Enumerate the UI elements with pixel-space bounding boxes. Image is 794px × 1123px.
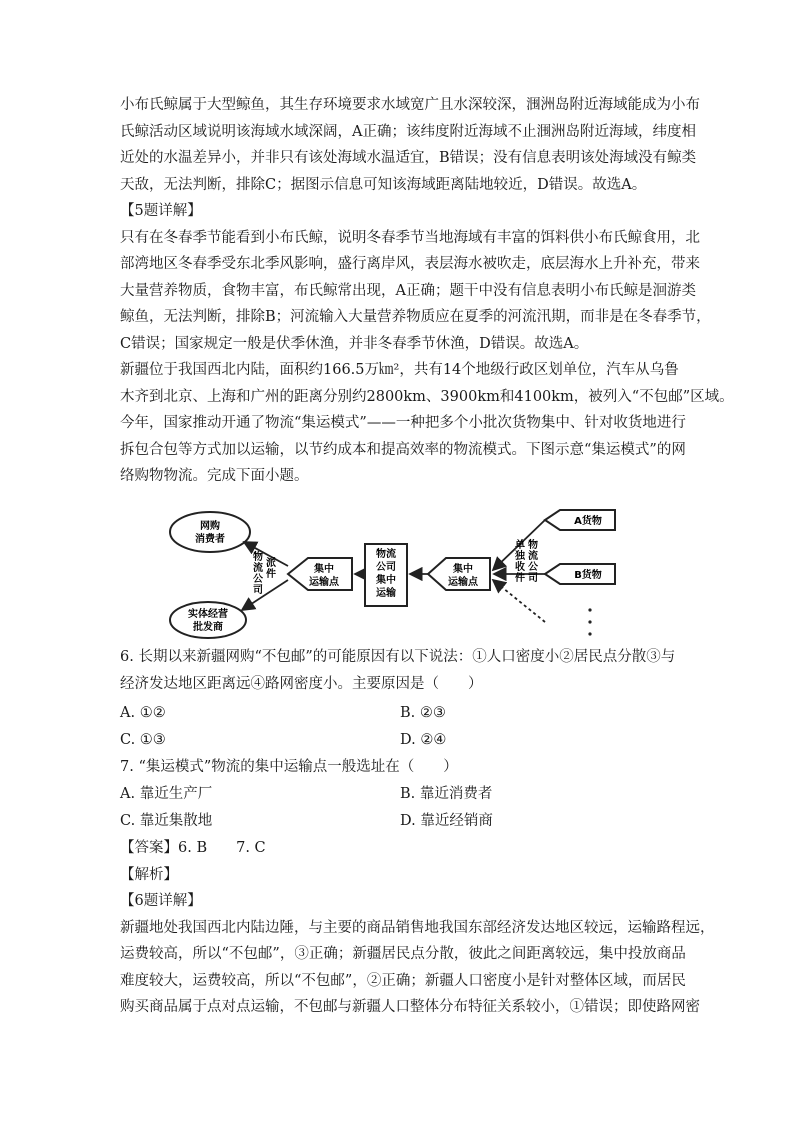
text-line: 近处的水温差异小，并非只有该处海域水温适宜，B错误；没有信息表明该处海域没有鲸类 <box>120 150 697 166</box>
label-char: 独 <box>515 551 525 562</box>
label-char: 司 <box>528 573 538 584</box>
q7-option-b: B. 靠近消费者 <box>400 786 493 802</box>
label-char: 件 <box>266 569 276 580</box>
ellipsis-dot <box>588 620 591 623</box>
goods-b-node <box>545 564 615 584</box>
goods-a-label: A货物 <box>574 516 602 527</box>
label-char: 物 <box>253 552 263 563</box>
arrow-goods-more <box>493 580 545 622</box>
label-char: 件 <box>515 573 525 584</box>
label-char: 收 <box>515 562 525 573</box>
wholesaler-label-1: 实体经营 <box>188 609 228 620</box>
label-char: 公 <box>253 574 263 585</box>
text-line: 新疆位于我国西北内陆，面积约166.5万㎞²，共有14个地级行政区划单位，汽车从乌鲁 <box>120 362 679 378</box>
wholesaler-label-2: 批发商 <box>193 622 223 633</box>
goods-b-label: B货物 <box>574 570 602 581</box>
logistics-company-node <box>365 544 407 606</box>
text-line: 新疆地处我国西北内陆边陲，与主要的商品销售地我国东部经济发达地区较远，运输路程远， <box>120 919 715 936</box>
text-line: 部湾地区冬春季受东北季风影响，盛行离岸风，表层海水被吹走，底层海水上升补充，带来 <box>120 256 700 272</box>
text-line: C错误；国家规定一般是伏季休渔，并非冬春季节休渔，D错误。故选A。 <box>120 335 589 352</box>
company-label-1: 物流 <box>376 549 396 560</box>
q6-option-a: A. ①② <box>120 705 166 721</box>
consumer-node <box>170 512 250 552</box>
question-7-stem: 7. “集运模式”物流的集中运输点一般选址在（ ） <box>120 759 458 775</box>
company-label-4: 运输 <box>376 588 396 599</box>
text-line: 运费较高，所以“不包邮”，③正确；新疆居民点分散，彼此之间距离较远，集中投放商品 <box>120 946 686 962</box>
heading-q6-detail: 【6题详解】 <box>120 893 202 909</box>
hub-right-label-2: 运输点 <box>448 577 478 588</box>
q6-option-d: D. ②④ <box>400 732 447 748</box>
wholesaler-node <box>170 602 246 638</box>
text-line: 只有在冬春季节能看到小布氏鲸，说明冬春季节当地海域有丰富的饵料供小布氏鲸食用，北 <box>120 229 700 246</box>
hub-left-label-2: 运输点 <box>309 577 339 588</box>
question-6 <box>120 644 680 697</box>
text-line: 氏鲸活动区域说明该海域水域深阔，A正确；该纬度附近海域不止涠洲岛附近海域，纬度相 <box>120 123 696 140</box>
text-line: 小布氏鲸属于大型鲸鱼，其生存环境要求水域宽广且水深较深，涠洲岛附近海域能成为小布 <box>120 97 700 113</box>
consumer-label-1: 网购 <box>200 521 220 532</box>
q6-option-c: C. ①③ <box>120 732 166 748</box>
label-char: 公 <box>528 562 538 573</box>
answer-section <box>120 835 715 1021</box>
label-char: 物 <box>528 540 538 551</box>
question-6-stem-1: 6. 长期以来新疆网购“不包邮”的可能原因有以下说法：①人口密度小②居民点分散③与 <box>120 649 676 665</box>
goods-a-node <box>545 510 615 530</box>
hub-right-label-1: 集中 <box>453 564 473 575</box>
hub-right-node <box>428 558 490 590</box>
q7-option-d: D. 靠近经销商 <box>400 813 493 829</box>
ellipsis-dot <box>588 632 591 635</box>
text-line: 购买商品属于点对点运输，不包邮与新疆人口整体分布特征关系较小，①错误；即使路网密 <box>120 999 700 1015</box>
arrow-to-wholesaler <box>242 580 288 610</box>
text-line: 拆包合包等方式加以运输，以节约成本和提高效率的物流模式。下图示意“集运模式”的网 <box>120 441 686 458</box>
label-char: 派 <box>266 558 276 569</box>
question-6-stem-2: 经济发达地区距离远④路网密度小。主要原因是（ ） <box>120 675 483 692</box>
logistics-diagram <box>160 500 640 640</box>
text-line: 木齐到北京、上海和广州的距离分别约2800km、3900km和4100km，被列入“不包邮”区域。 <box>120 388 734 405</box>
q7-option-c: C. 靠近集散地 <box>120 813 213 829</box>
ellipsis-dot <box>588 608 591 611</box>
text-line: 天敌，无法判断，排除C；据图示信息可知该海域距离陆地较近，D错误。故选A。 <box>120 176 647 193</box>
text-line: 鲸鱼，无法判断，排除B；河流输入大量营养物质应在夏季的河流汛期，而非是在冬春季节， <box>120 309 711 325</box>
text-line: 大量营养物质，食物丰富，布氏鲸常出现，A正确；题干中没有信息表明小布氏鲸是洄游类 <box>120 282 696 299</box>
q7-option-a: A. 靠近生产厂 <box>120 786 213 802</box>
company-label-3: 集中 <box>376 575 396 586</box>
hub-left-node <box>288 558 352 590</box>
text-line: 络购物物流。完成下面小题。 <box>120 468 309 484</box>
label-char: 司 <box>253 585 263 596</box>
analysis-heading: 【解析】 <box>120 866 178 883</box>
heading-q5-detail: 【5题详解】 <box>120 203 202 219</box>
single-company-label <box>514 538 539 584</box>
hub-left-label-1: 集中 <box>314 564 334 575</box>
text-line: 今年，国家推动开通了物流“集运模式”——一种把多个小批次货物集中、针对收货地进行 <box>120 415 686 431</box>
answer-line: 【答案】6. B 7. C <box>120 840 266 856</box>
consumer-label-2: 消费者 <box>195 534 225 545</box>
label-char: 流 <box>253 563 263 574</box>
label-char: 流 <box>528 551 538 562</box>
label-char: 单 <box>515 540 525 551</box>
text-line: 难度较大，运费较高，所以“不包邮”，②正确；新疆人口密度小是针对整体区域，而居民 <box>120 972 686 989</box>
q6-option-b: B. ②③ <box>400 705 446 721</box>
paragraph-q4-analysis <box>120 92 734 490</box>
company-label-2: 公司 <box>376 562 396 573</box>
